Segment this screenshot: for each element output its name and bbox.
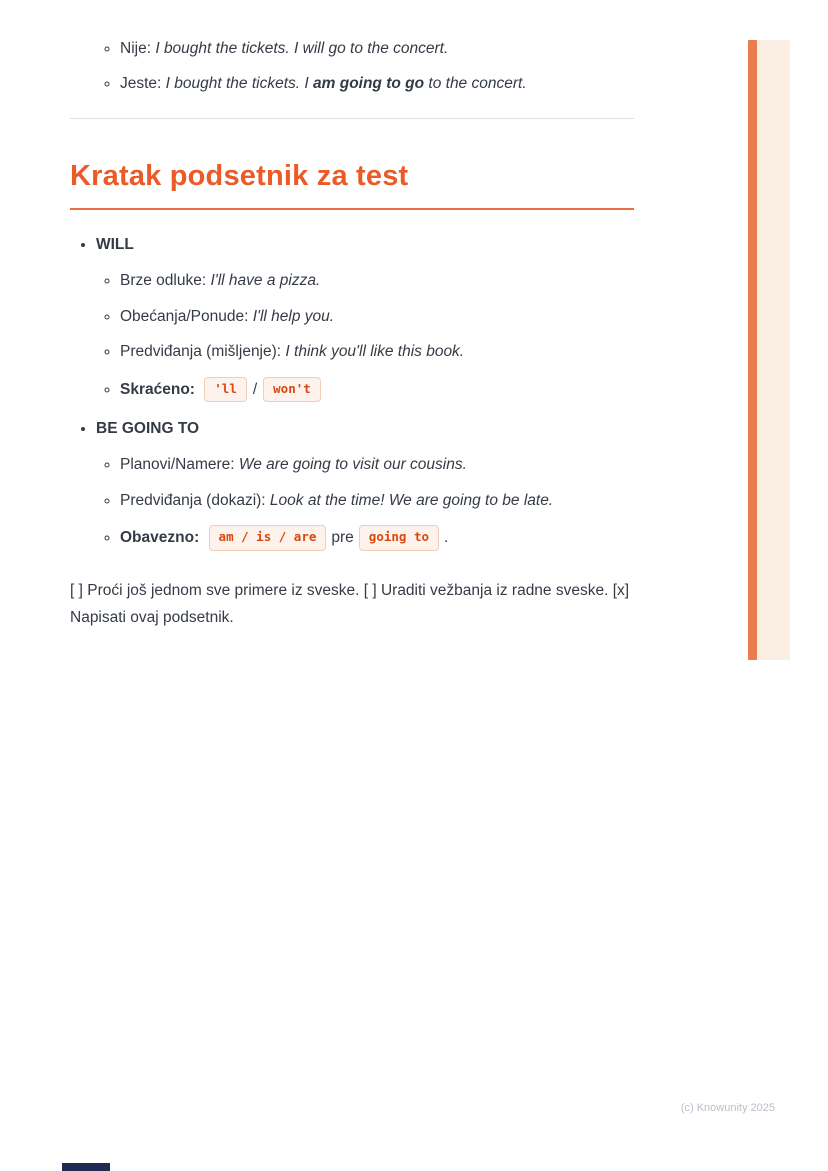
rule-label: Brze odluke: [120, 272, 211, 290]
rule-label: Planovi/Namere: [120, 456, 239, 474]
list-item [120, 377, 634, 402]
chip-middle-text: pre [331, 529, 354, 547]
page-title: Kratak podsetnik za test [70, 155, 634, 210]
example-text: I bought the tickets. I [165, 75, 314, 93]
rule-label: Skraćeno: [120, 380, 200, 398]
will-sublist [96, 270, 634, 402]
example-text: to the concert. [424, 75, 527, 93]
rule-label: Predviđanja (dokazi): [120, 491, 270, 509]
rule-label: Obećanja/Ponude: [120, 307, 253, 325]
example-label: Jeste: [120, 75, 166, 93]
code-chip: won't [263, 377, 321, 402]
copyright-text: (c) Knowunity 2025 [680, 1102, 775, 1114]
list-item [120, 525, 634, 550]
section-divider [70, 118, 634, 119]
list-item [120, 306, 634, 328]
list-item [120, 341, 634, 363]
example-emphasis: am going to go [313, 75, 425, 93]
list-item [120, 270, 634, 292]
rule-example: We are going to visit our cousins. [238, 456, 467, 474]
group-heading-be-going-to: BE GOING TO [96, 419, 200, 437]
group-heading-will: WILL [96, 235, 134, 253]
chip-separator: / [252, 380, 258, 398]
rule-label: Obavezno: [120, 529, 204, 547]
summary-list [70, 234, 634, 551]
code-chip: going to [359, 525, 439, 550]
rule-example: I'll help you. [252, 307, 335, 325]
rule-example: I think you'll like this book. [285, 343, 465, 361]
intro-example-list [70, 38, 634, 96]
scrollbar-thumb[interactable] [748, 40, 757, 660]
document-content [70, 30, 634, 632]
todo-checklist: [ ] Proći još jednom sve primere iz sveske. [ ] Uraditi vežbanja iz radne sveske. [x] Napisati ovaj podsetnik. [70, 581, 630, 627]
rule-example: Look at the time! We are going to be late. [269, 491, 554, 509]
list-item [120, 73, 634, 95]
rule-example: I'll have a pizza. [210, 272, 321, 290]
list-item-be-going-to [96, 418, 634, 551]
list-item-will [96, 234, 634, 402]
sentence-end: . [444, 529, 449, 547]
be-going-to-sublist [96, 454, 634, 550]
example-text: I bought the tickets. I will go to the concert. [155, 40, 449, 57]
rule-label: Predviđanja (mišljenje): [120, 343, 286, 361]
code-chip: am / is / are [209, 525, 327, 550]
side-annotation-panel [757, 40, 790, 660]
list-item [120, 38, 634, 60]
list-item [120, 490, 634, 512]
list-item [120, 454, 634, 476]
code-chip: 'll [204, 377, 247, 402]
example-label: Nije: [120, 40, 156, 57]
bottom-element-fragment [62, 1163, 110, 1171]
